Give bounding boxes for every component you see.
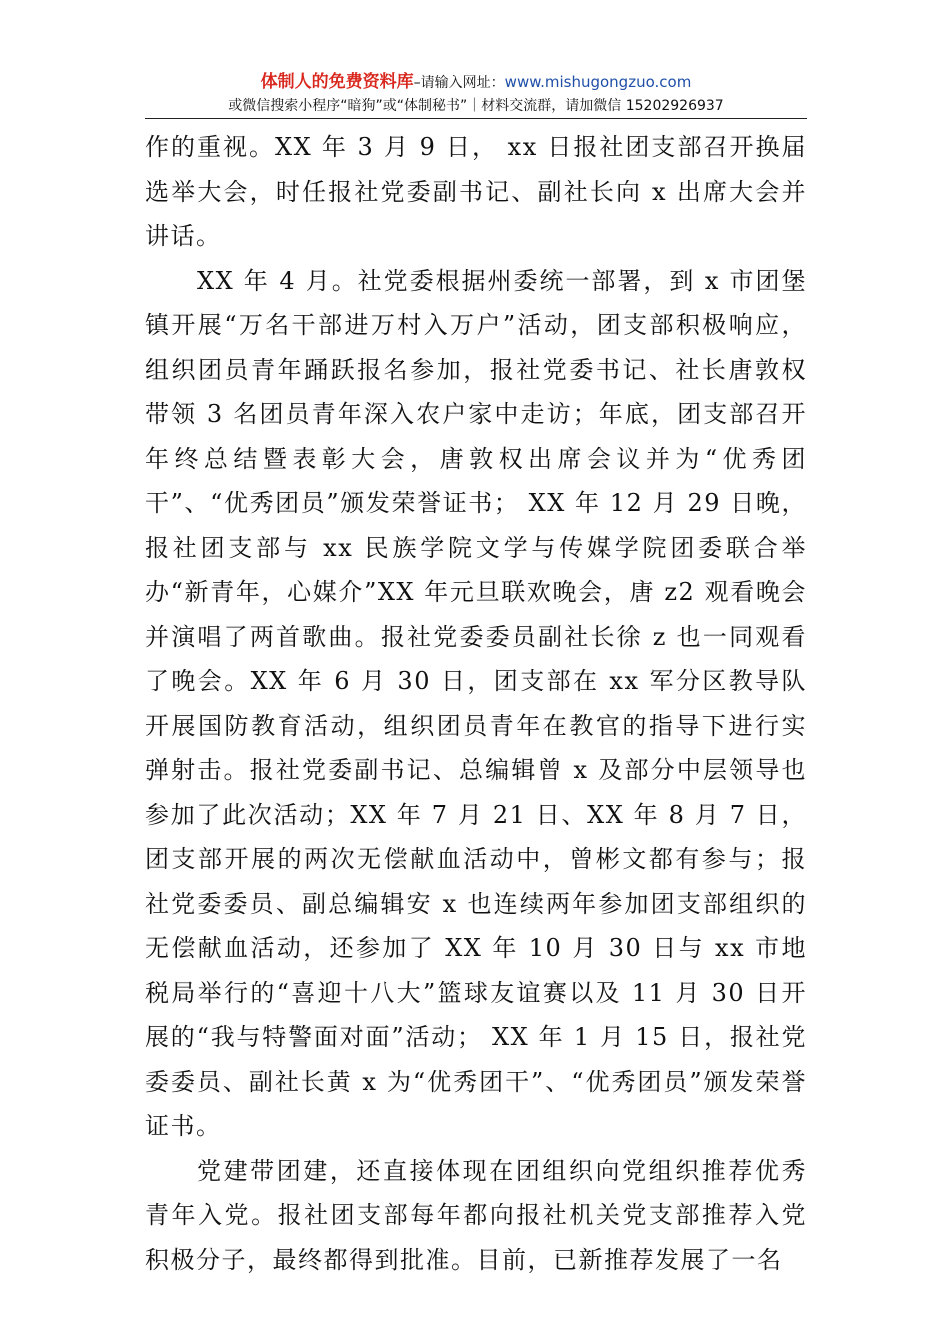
document-body [145, 125, 807, 1282]
header-prompt: –请输入网址： [413, 75, 505, 91]
paragraph-1: 作的重视。XX 年 3 月 9 日， xx 日报社团支部召开换届选举大会，时任报社党委副书记、副社长向 x 出席大会并讲话。 [145, 133, 807, 250]
header-subline: 或微信搜索小程序“暗狗”或“体制秘书”｜材料交流群，请加微信 15202926937 [228, 98, 724, 114]
paragraph-3: 党建带团建，还直接体现在团组织向党组织推荐优秀青年入党。报社团支部每年都向报社机关党支部推荐入党积极分子，最终都得到批准。目前，已新推荐发展了一名 [145, 1156, 807, 1274]
header-banner [145, 70, 807, 95]
page-header [145, 70, 807, 117]
header-brand: 体制人的免费资料库 [260, 72, 414, 92]
header-url-link[interactable]: www.mishugongzuo.com [504, 73, 692, 91]
header-divider [145, 118, 807, 119]
paragraph-2: XX 年 4 月。社党委根据州委统一部署，到 x 市团堡镇开展“万名干部进万村入万户”活动，团支部积极响应，组织团员青年踊跃报名参加，报社党委书记、社长唐敦权带领 3 名团员青年深入农户家中走访；年底，团支部召开年终总结暨表彰大会，唐敦权出席会议并为“优秀团干”、“优秀团员”颁发荣誉证书； XX 年 12 月 29 日晚，报社团支部与 xx 民族学院文学与传媒学院团委联合举办“新青年，心媒介”XX 年元旦联欢晚会，唐 z2 观看晚会并演唱了两首歌曲。报社党委委员副社长徐 z 也一同观看了晚会。XX 年 6 月 30 日，团支部在 xx 军分区教导队开展国防教育活动，组织团员青年在教官的指导下进行实弹射击。报社党委副书记、总编辑曾 x 及部分中层领导也参加了此次活动；XX 年 7 月 21 日、XX 年 8 月 7 日，团支部开展的两次无偿献血活动中，曾彬文都有参与；报社党委委员、副总编辑安 x 也连续两年参加团支部组织的无偿献血活动，还参加了 XX 年 10 月 30 日与 xx 市地税局举行的“喜迎十八大”篮球友谊赛以及 11 月 30 日开展的“我与特警面对面”活动； XX 年 1 月 15 日，报社党委委员、副社长黄 x 为“优秀团干”、“优秀团员”颁发荣誉证书。 [145, 266, 807, 1140]
